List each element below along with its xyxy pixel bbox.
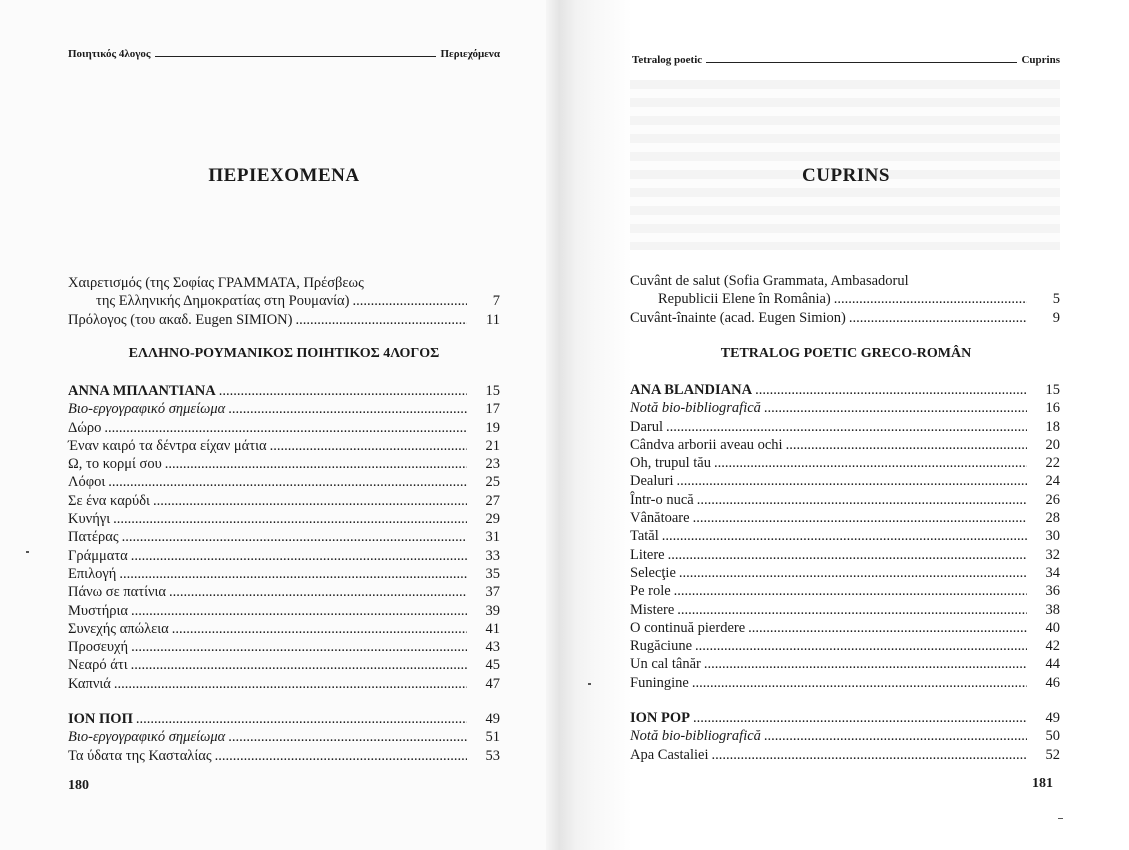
toc-entry (630, 418, 1060, 436)
toc-entry-text: Ω, το κορμί σου (68, 456, 162, 473)
page-title: ΠΕΡΙΕΧΟΜΕΝΑ (208, 165, 360, 186)
leader-dots (668, 546, 1027, 564)
toc-page-number: 46 (1045, 674, 1060, 691)
toc-entry (630, 381, 1060, 399)
toc-entry (68, 400, 500, 418)
toc-page-number: 5 (1052, 291, 1060, 308)
running-head-section: Περιεχόμενα (440, 48, 500, 60)
page-number: 181 (1032, 776, 1053, 791)
toc-page-number: 37 (485, 584, 500, 601)
right-running-head (632, 54, 1060, 66)
toc-page-number: 21 (485, 437, 500, 454)
toc-entry (630, 619, 1060, 637)
toc-entry-text: Δώρο (68, 419, 102, 436)
toc-entry-text: Darul (630, 418, 664, 435)
toc-entry-text: Έναν καιρό τα δέντρα είχαν μάτια (68, 437, 267, 454)
toc-entry (630, 527, 1060, 545)
toc-entry (630, 436, 1060, 454)
toc-page-number: 26 (1045, 491, 1060, 508)
toc-page-number: 23 (485, 456, 500, 473)
toc-page-number: 44 (1045, 656, 1060, 673)
toc-entry (630, 546, 1060, 564)
section-title: ΕΛΛΗΝΟ-ΡΟΥΜΑΝΙΚΟΣ ΠΟΙΗΤΙΚΟΣ 4ΛΟΓΟΣ (128, 346, 440, 361)
leader-dots (677, 601, 1027, 619)
leader-dots (153, 492, 467, 510)
toc-entry (630, 746, 1060, 764)
print-speck (26, 551, 29, 553)
leader-dots (165, 455, 467, 473)
toc-entry-text: Τα ύδατα της Κασταλίας (68, 747, 212, 764)
toc-author-name: ΑΝΝΑ ΜΠΛΑΝΤΙΑΝΑ (68, 383, 216, 399)
toc-page-number: 38 (1045, 601, 1060, 618)
leader-dots (122, 528, 467, 546)
leader-dots (786, 436, 1027, 454)
toc-entry (630, 709, 1060, 727)
toc-entry (630, 727, 1060, 745)
toc-page-number: 41 (485, 620, 500, 637)
toc-entry-text: Γράμματα (68, 547, 128, 564)
toc-entry (68, 455, 500, 473)
toc-page-number: 11 (486, 311, 500, 328)
toc-gap (630, 692, 1060, 709)
toc-page-number: 49 (1045, 710, 1060, 727)
leader-dots (131, 547, 467, 565)
toc-page-number: 49 (485, 711, 500, 728)
toc-entry-text: Într-o nucă (630, 491, 694, 508)
page-number: 180 (68, 778, 89, 793)
toc-entry (68, 311, 500, 329)
toc-entry-text: Un cal tânăr (630, 656, 701, 673)
toc-page-number: 28 (1045, 510, 1060, 527)
leader-dots (119, 565, 467, 583)
toc-page-number: 51 (485, 729, 500, 746)
toc-entry (630, 272, 1060, 290)
toc-entry (68, 583, 500, 601)
toc-entry (68, 473, 500, 491)
print-speck (1058, 818, 1063, 819)
toc-page-number: 19 (485, 419, 500, 436)
toc-page-number: 35 (485, 565, 500, 582)
toc-page-number: 34 (1045, 564, 1060, 581)
toc-entry (68, 747, 500, 765)
toc-entry-text: Πατέρας (68, 529, 119, 546)
leader-dots (704, 655, 1027, 673)
toc-entry-text: Republicii Elene în România) (658, 291, 831, 308)
section-title: TETRALOG POETIC GRECO-ROMÂN (720, 346, 972, 361)
toc-page-number: 40 (1045, 619, 1060, 636)
toc-intro (68, 274, 500, 329)
toc-entry (630, 472, 1060, 490)
toc-page-number: 22 (1045, 455, 1060, 472)
leader-dots (676, 472, 1027, 490)
toc-entry-text: Κυνήγι (68, 511, 111, 528)
toc-entry (630, 655, 1060, 673)
toc-entry-text: Σε ένα καρύδι (68, 492, 150, 509)
toc-page-number: 18 (1045, 418, 1060, 435)
leader-dots (714, 454, 1027, 472)
leader-dots (219, 382, 467, 400)
toc-entry-text: Πάνω σε πατίνια (68, 584, 167, 601)
toc-page-number: 42 (1045, 638, 1060, 655)
toc-entry (630, 601, 1060, 619)
toc-page-number: 33 (485, 547, 500, 564)
leader-dots (113, 510, 467, 528)
toc-entry (68, 437, 500, 455)
toc-page-number: 24 (1045, 473, 1060, 490)
leader-dots (695, 637, 1027, 655)
toc-entry-text: Λόφοι (68, 474, 106, 491)
toc-page-number: 50 (1045, 728, 1060, 745)
toc-page-number: 16 (1045, 400, 1060, 417)
leader-dots (764, 399, 1027, 417)
leader-dots (748, 619, 1027, 637)
leader-dots (228, 400, 467, 418)
leader-dots (764, 727, 1027, 745)
toc-entry-text: Νεαρό άτι (68, 657, 128, 674)
toc-entry (68, 675, 500, 693)
leader-dots (834, 290, 1027, 308)
toc-entry-text: Pe role (630, 583, 671, 600)
toc-entry-text: Tatăl (630, 528, 659, 545)
toc-entry-text: Χαιρετισμός (της Σοφίας ΓΡΑΜΜΑΤΑ, Πρέσβεως (68, 275, 364, 291)
leader-dots (104, 419, 467, 437)
leader-dots (693, 509, 1027, 527)
toc-author-name: ΙΟΝ ΠΟΠ (68, 711, 133, 728)
toc-entry (68, 656, 500, 674)
toc-entry (68, 602, 500, 620)
toc-entry (68, 274, 500, 292)
toc-entry (630, 509, 1060, 527)
toc-page-number: 27 (485, 492, 500, 509)
toc-page-number: 7 (492, 293, 500, 310)
leader-dots (662, 527, 1027, 545)
toc-entry-text: Καπνιά (68, 675, 111, 692)
leader-dots (114, 675, 467, 693)
leader-dots (136, 710, 467, 728)
toc-entry-text: Oh, trupul tău (630, 455, 711, 472)
toc-entry-text: Notă bio-bibliografică (630, 728, 761, 745)
toc-entry-text: Apa Castaliei (630, 746, 709, 763)
toc-entry (630, 399, 1060, 417)
toc-author-name: ION POP (630, 710, 691, 727)
toc-entry-text: Rugăciune (630, 638, 693, 655)
toc-entry (68, 510, 500, 528)
toc-page-number: 30 (1045, 528, 1060, 545)
toc-page-number: 39 (485, 602, 500, 619)
toc-page-number: 32 (1045, 546, 1060, 563)
leader-dots (215, 747, 467, 765)
book-gutter (546, 0, 576, 850)
leader-dots (755, 381, 1027, 399)
toc-entry-text: Μυστήρια (68, 602, 129, 619)
toc-entry-text: Funingine (630, 674, 689, 691)
toc-entry-text: Προσευχή (68, 639, 129, 656)
toc-entry-text: της Ελληνικής Δημοκρατίας στη Ρουμανία) (96, 293, 350, 310)
toc-entry (68, 565, 500, 583)
toc-entry (630, 582, 1060, 600)
toc-entry (68, 492, 500, 510)
toc-page-number: 43 (485, 639, 500, 656)
toc-entry-text: Συνεχής απώλεια (68, 620, 169, 637)
toc-entry-text: Βιο-εργογραφικό σημείωμα (68, 729, 226, 746)
toc-page-number: 52 (1045, 746, 1060, 763)
page-title: CUPRINS (802, 165, 890, 186)
leader-dots (172, 620, 467, 638)
running-head-section: Cuprins (1021, 54, 1060, 66)
toc-entry-text: Dealuri (630, 473, 674, 490)
toc-entry-text: Επιλογή (68, 565, 117, 582)
toc-page-number: 53 (485, 747, 500, 764)
toc-page-number: 15 (485, 383, 500, 399)
toc-entry (630, 290, 1060, 308)
leader-dots (697, 491, 1027, 509)
toc-entry (68, 638, 500, 656)
leader-dots (712, 746, 1027, 764)
toc-page-number: 29 (485, 511, 500, 528)
toc-page-number: 45 (485, 657, 500, 674)
toc-entry (68, 419, 500, 437)
toc-entry-text: Cuvânt de salut (Sofia Grammata, Ambasadorul (630, 273, 909, 289)
leader-dots (108, 473, 467, 491)
toc-entry (68, 292, 500, 310)
running-head-rule (155, 56, 437, 57)
leader-dots (674, 582, 1027, 600)
leader-dots (131, 602, 467, 620)
toc-entry-text: O continuă pierdere (630, 619, 746, 636)
toc-entry (68, 710, 500, 728)
leader-dots (169, 583, 467, 601)
leader-dots (270, 437, 467, 455)
toc-page-number: 25 (485, 474, 500, 491)
toc-page-number: 20 (1045, 436, 1060, 453)
leader-dots (693, 709, 1027, 727)
toc-page-number: 17 (485, 401, 500, 418)
toc-page-number: 36 (1045, 583, 1060, 600)
running-head-book-title: Ποιητικός 4λογος (68, 48, 151, 60)
print-speck (588, 683, 591, 685)
leader-dots (849, 309, 1027, 327)
toc-entry (68, 728, 500, 746)
running-head-book-title: Tetralog poetic (632, 54, 703, 66)
leader-dots (295, 311, 467, 329)
left-running-head (68, 48, 500, 60)
toc-page-number: 31 (485, 529, 500, 546)
toc-entry-text: Βιο-εργογραφικό σημείωμα (68, 401, 226, 418)
toc-entry (68, 547, 500, 565)
toc-list (68, 382, 500, 765)
leader-dots (692, 674, 1027, 692)
toc-author-name: ANA BLANDIANA (630, 382, 753, 398)
toc-entry-text: Vânătoare (630, 510, 690, 527)
toc-entry-text: Mistere (630, 601, 675, 618)
toc-entry (68, 382, 500, 400)
toc-list (630, 381, 1060, 764)
toc-page-number: 47 (485, 675, 500, 692)
toc-entry-text: Selecţie (630, 564, 676, 581)
toc-entry (630, 674, 1060, 692)
leader-dots (131, 638, 467, 656)
toc-page-number: 15 (1045, 382, 1060, 398)
toc-entry-text: Litere (630, 546, 665, 563)
toc-entry (630, 564, 1060, 582)
toc-entry (68, 528, 500, 546)
toc-entry-text: Notă bio-bibliografică (630, 400, 761, 417)
leader-dots (131, 656, 467, 674)
toc-entry-text: Cândva arborii aveau ochi (630, 436, 783, 453)
running-head-rule (706, 62, 1017, 63)
leader-dots (679, 564, 1027, 582)
toc-gap (68, 693, 500, 710)
toc-page-number: 9 (1052, 309, 1060, 326)
toc-entry (630, 637, 1060, 655)
toc-entry (630, 491, 1060, 509)
leader-dots (352, 292, 467, 310)
leader-dots (228, 728, 467, 746)
toc-entry (630, 309, 1060, 327)
leader-dots (666, 418, 1027, 436)
toc-entry (68, 620, 500, 638)
toc-intro (630, 272, 1060, 327)
toc-entry-text: Πρόλογος (του ακαδ. Eugen SIMION) (68, 311, 293, 328)
toc-entry-text: Cuvânt-înainte (acad. Eugen Simion) (630, 309, 846, 326)
toc-entry (630, 454, 1060, 472)
